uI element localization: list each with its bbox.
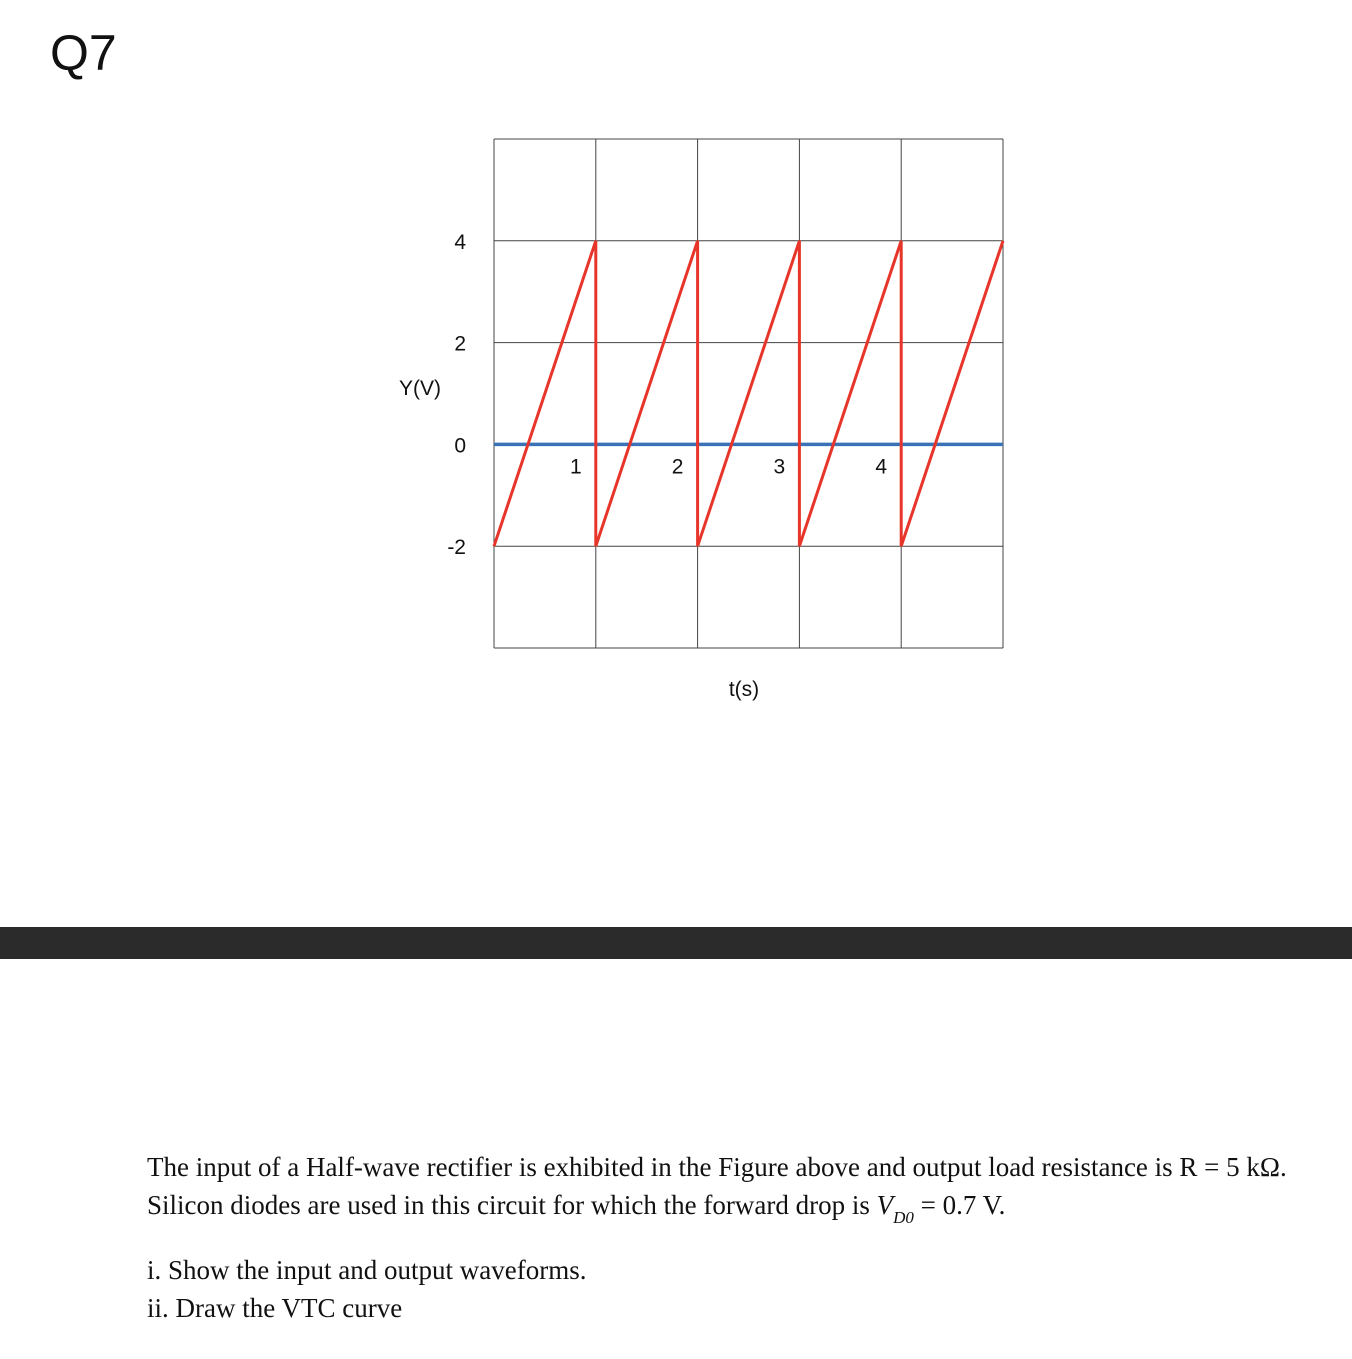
question-text bbox=[147, 1148, 1287, 1327]
voltage-value: = 0.7 V. bbox=[913, 1190, 1006, 1220]
task-item-2: ii. Draw the VTC curve bbox=[147, 1293, 403, 1323]
y-tick-label: -2 bbox=[447, 536, 466, 560]
section-divider bbox=[0, 927, 1352, 959]
x-tick-label: 3 bbox=[773, 455, 786, 479]
voltage-subscript: D0 bbox=[893, 1208, 914, 1227]
y-tick-label: 0 bbox=[454, 434, 466, 458]
question-statement: The input of a Half-wave rectifier is exhibited in the Figure above and output load resistance is R = 5 kΩ. Silicon diodes are used in this circuit for which the forward drop is bbox=[147, 1152, 1287, 1220]
chart-labels bbox=[399, 231, 887, 701]
x-axis-label: t(s) bbox=[728, 678, 760, 701]
y-tick-label: 4 bbox=[454, 230, 466, 254]
x-tick-label: 2 bbox=[671, 455, 684, 479]
voltage-symbol: V bbox=[876, 1190, 894, 1220]
x-tick-label: 1 bbox=[569, 455, 582, 479]
y-axis-label: Y(V) bbox=[399, 377, 441, 400]
question-paragraph bbox=[147, 1148, 1287, 1237]
series-line-sawtooth bbox=[494, 241, 1003, 546]
chart-series bbox=[494, 241, 1003, 546]
y-tick-label: 2 bbox=[454, 332, 466, 356]
task-item-1: i. Show the input and output waveforms. bbox=[147, 1255, 587, 1285]
x-tick-label: 4 bbox=[875, 455, 888, 479]
question-number: Q7 bbox=[50, 25, 117, 81]
